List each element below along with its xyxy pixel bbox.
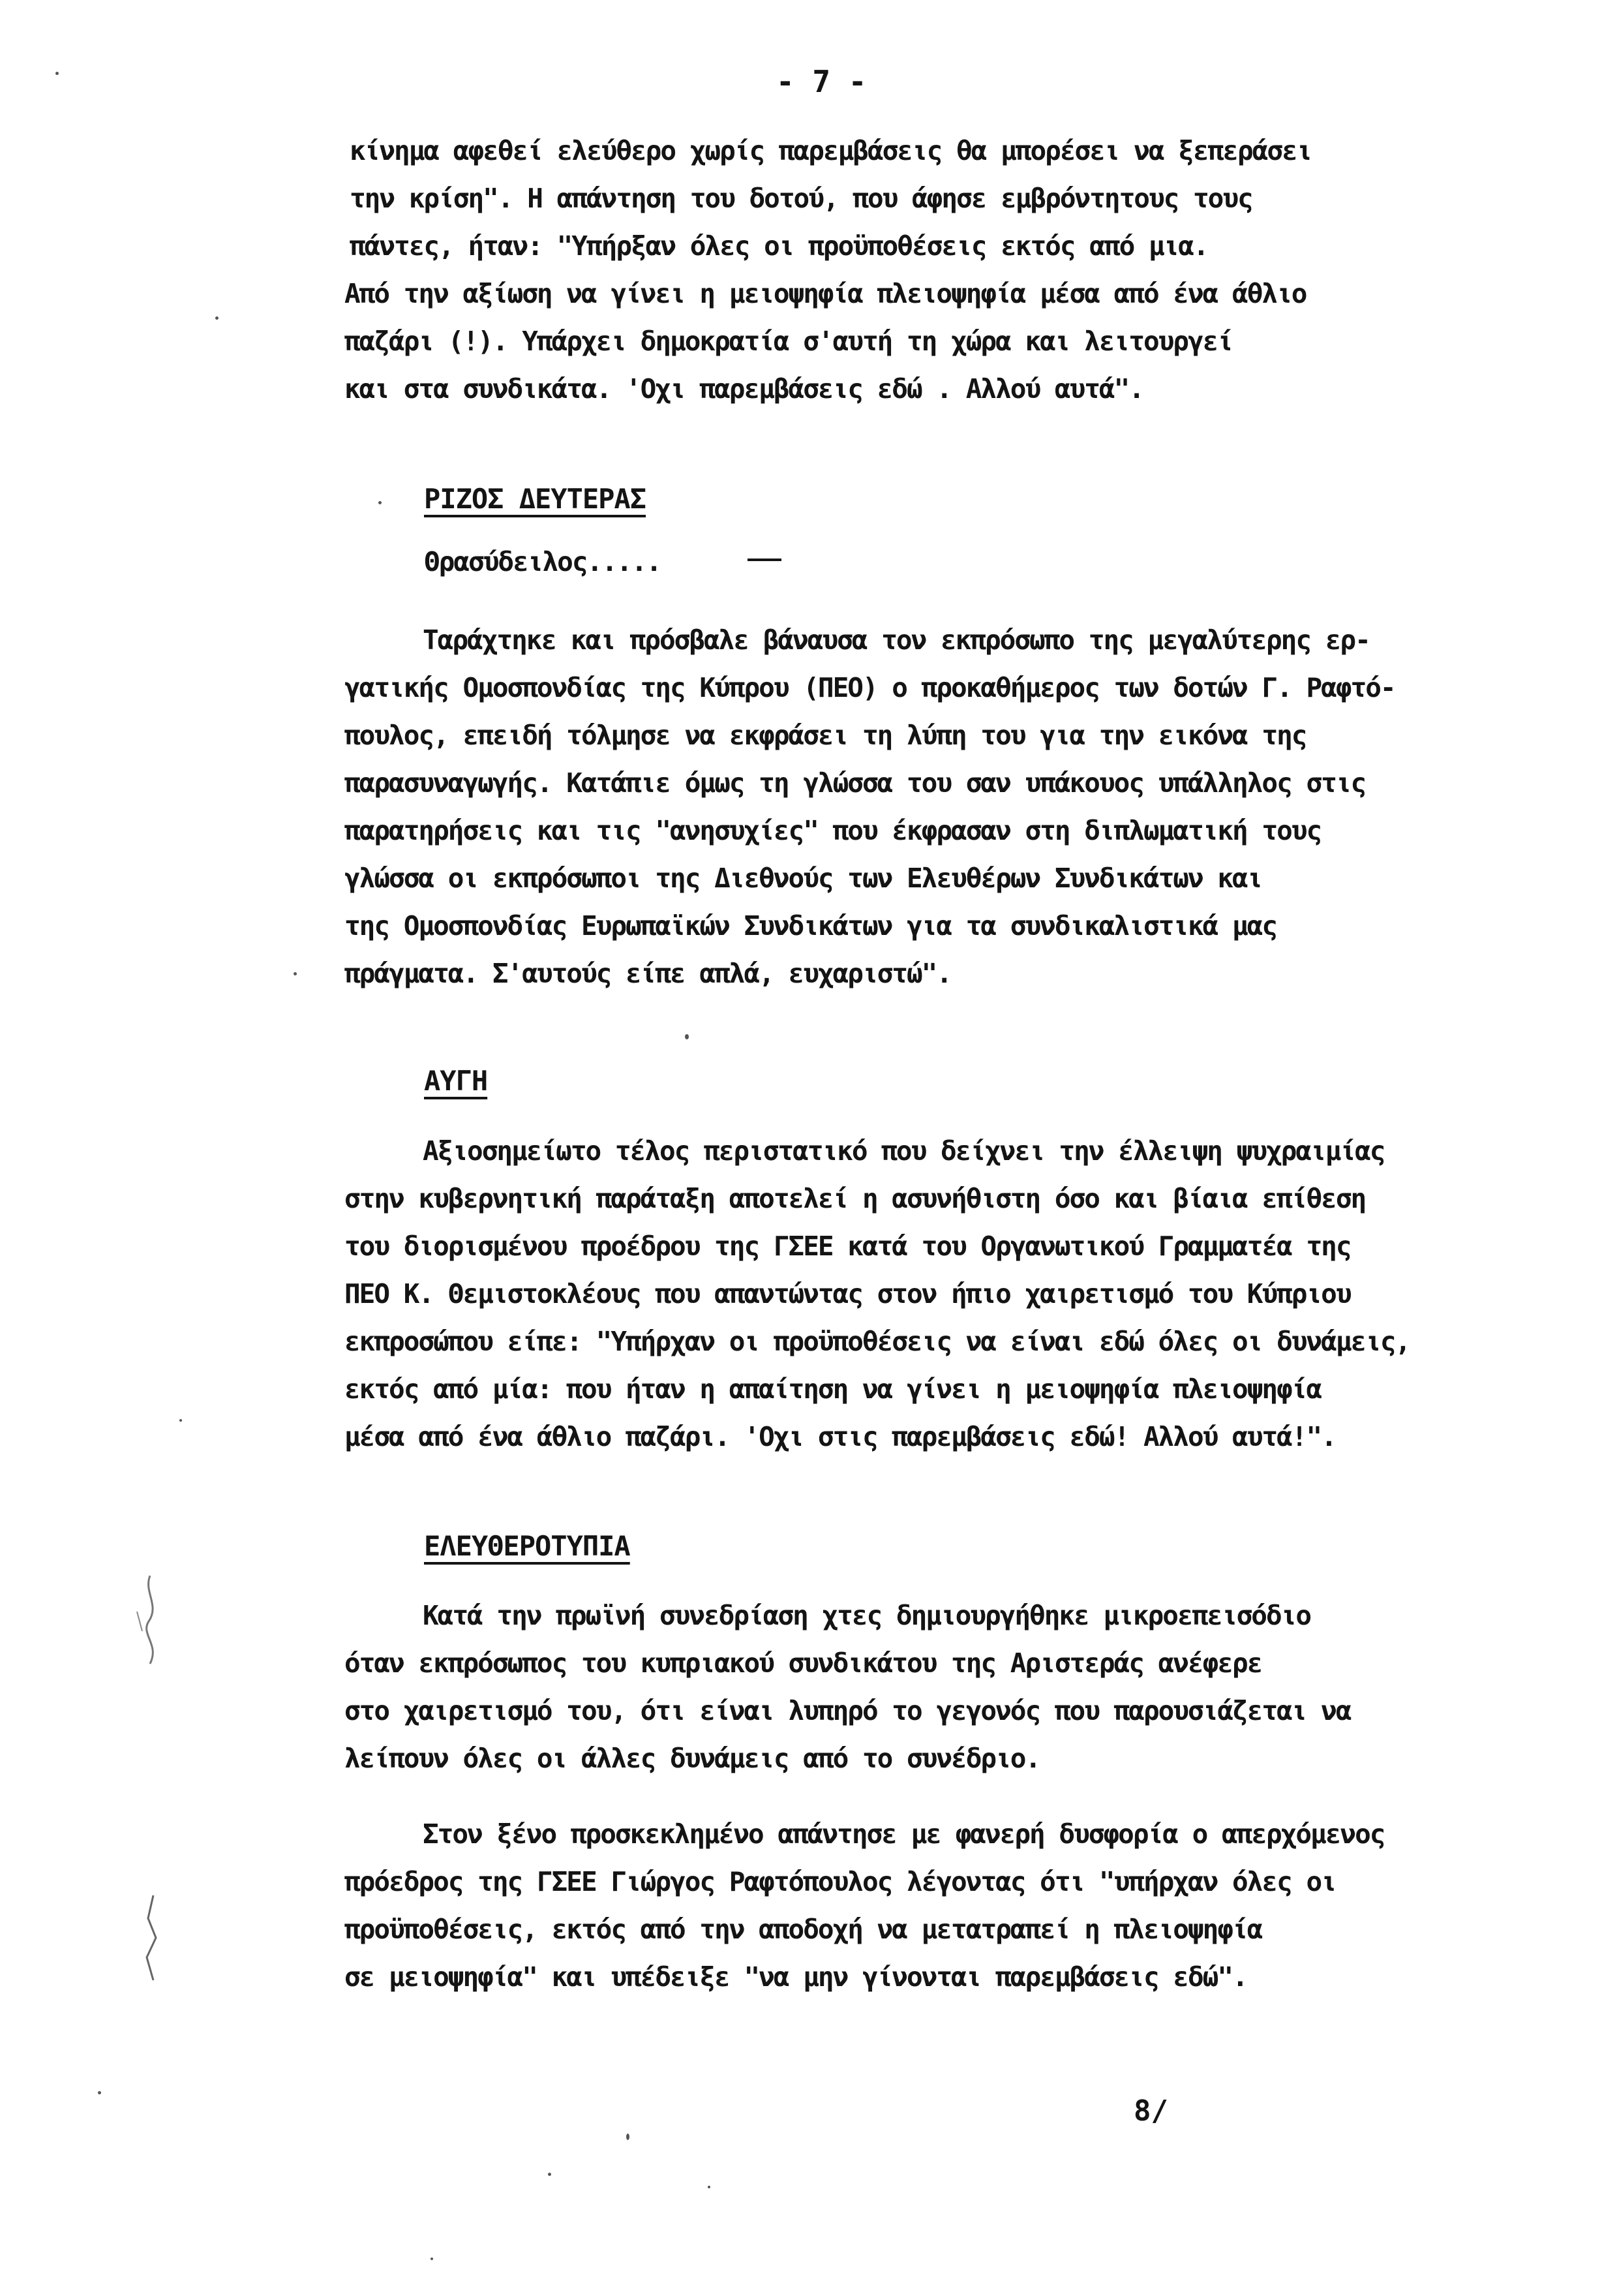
text-line: λείπουν όλες οι άλλες δυνάμεις από το συνέδριο. [344,1743,1040,1774]
text-line: στο χαιρετισμό του, ότι είναι λυπηρό το γεγονός που παρουσιάζεται να [344,1695,1351,1726]
text-line: Κατά την πρωϊνή συνεδρίαση χτες δημιουργήθηκε μικροεπεισόδιο [423,1600,1311,1631]
section-heading-rizos: ΡΙΖΟΣ ΔΕΥΤΕΡΑΣ [424,483,646,515]
scan-speck [215,316,219,320]
paragraph-eleftherotypia-2 [344,1811,1519,2001]
scan-speck [378,501,382,504]
text-line: παρατηρήσεις και τις "ανησυχίες" που έκφρασαν στη διπλωματική τους [344,815,1322,846]
scan-speck [294,972,297,975]
text-line: Στον ξένο προσκεκλημένο απάντησε με φανερή δυσφορία ο απερχόμενος [423,1818,1385,1850]
scan-speck [548,2173,551,2176]
scan-speck [55,72,59,75]
text-line: μέσα από ένα άθλιο παζάρι. 'Οχι στις παρεμβάσεις εδώ! Αλλού αυτά!". [344,1421,1336,1452]
scan-speck [179,1419,182,1422]
text-line: εκτός από μία: που ήταν η απαίτηση να γίνει η μειοψηφία πλειοψηφία [344,1373,1322,1405]
subheading-rizos [424,538,815,586]
paragraph-avgi [344,1127,1519,1461]
subheading-text: Θρασύδειλος..... [424,546,661,577]
text-line: πουλος, επειδή τόλμησε να εκφράσει τη λύπη του για την εικόνα της [344,720,1307,751]
text-line: γλώσσα οι εκπρόσωποι της Διεθνούς των Ελευθέρων Συνδικάτων και [344,863,1262,894]
text-line: πάντες, ήταν: "Υπήρξαν όλες οι προϋποθέσεις εκτός από μια. [350,230,1208,262]
text-line: στην κυβερνητική παράταξη αποτελεί η ασυνήθιστη όσο και βίαια επίθεση [344,1183,1366,1214]
text-line: και στα συνδικάτα. 'Οχι παρεμβάσεις εδώ . Αλλού αυτά". [344,373,1143,405]
text-line: παζάρι (!). Υπάρχει δημοκρατία σ'αυτή τη χώρα και λειτουργεί [344,326,1233,357]
text-line: παρασυναγωγής. Κατάπιε όμως τη γλώσσα του σαν υπάκουος υπάλληλος στις [344,767,1366,799]
text-line: πρόεδρος της ΓΣΕΕ Γιώργος Ραφτόπουλος λέγοντας ότι "υπήρχαν όλες οι [344,1866,1336,1897]
scan-speck [626,2134,629,2140]
section-heading-avgi: ΑΥΓΗ [424,1065,488,1097]
paragraph-rizos [344,617,1519,998]
page-number: - 7 - [776,64,867,99]
scan-speck [708,2186,710,2188]
section-heading-eleftherotypia: ΕΛΕΥΘΕΡΟΤΥΠΙΑ [424,1530,630,1562]
text-line: του διορισμένου προέδρου της ΓΣΕΕ κατά του Οργανωτικού Γραμματέα της [344,1231,1351,1262]
text-line: προϋποθέσεις, εκτός από την αποδοχή να μετατραπεί η πλειοψηφία [344,1914,1262,1945]
margin-scribble-icon [124,1572,176,1670]
text-line: Από την αξίωση να γίνει η μειοψηφία πλειοψηφία μέσα από ένα άθλιο [344,278,1307,309]
scan-speck [685,1034,689,1039]
text-line: κίνημα αφεθεί ελεύθερο χωρίς παρεμβάσεις θα μπορέσει να ξεπεράσει [350,135,1312,166]
text-line: ΠΕΟ Κ. Θεμιστοκλέους που απαντώντας στον ήπιο χαιρετισμό του Κύπριου [344,1278,1351,1309]
paragraph-eleftherotypia-1 [344,1592,1519,1783]
text-line: της Ομοσπονδίας Ευρωπαϊκών Συνδικάτων για τα συνδικαλιστικά μας [344,910,1277,941]
margin-bracket-icon [127,1892,173,1983]
text-line: την κρίση". Η απάντηση του δοτού, που άφησε εμβρόντητους τους [350,183,1252,214]
text-line: πράγματα. Σ'αυτούς είπε απλά, ευχαριστώ". [344,958,952,989]
text-line: εκπροσώπου είπε: "Υπήρχαν οι προϋποθέσεις να είναι εδώ όλες οι δυνάμεις, [344,1326,1410,1357]
dash-mark [748,559,781,561]
text-line: όταν εκπρόσωπος του κυπριακού συνδικάτου της Αριστεράς ανέφερε [344,1647,1262,1679]
text-line: γατικής Ομοσπονδίας της Κύπρου (ΠΕΟ) ο προκαθήμερος των δοτών Γ. Ραφτό- [344,672,1395,703]
continuation-marker: 8/ [1134,2094,1168,2128]
text-line: Αξιοσημείωτο τέλος περιστατικό που δείχνει την έλλειψη ψυχραιμίας [423,1135,1385,1167]
intro-paragraph [344,127,1519,413]
scan-speck [431,2258,433,2260]
text-line: Ταράχτηκε και πρόσβαλε βάναυσα τον εκπρόσωπο της μεγαλύτερης ερ- [423,624,1370,656]
text-line: σε μειοψηφία" και υπέδειξε "να μην γίνονται παρεμβάσεις εδώ". [344,1961,1247,1993]
scan-speck [98,2091,101,2094]
